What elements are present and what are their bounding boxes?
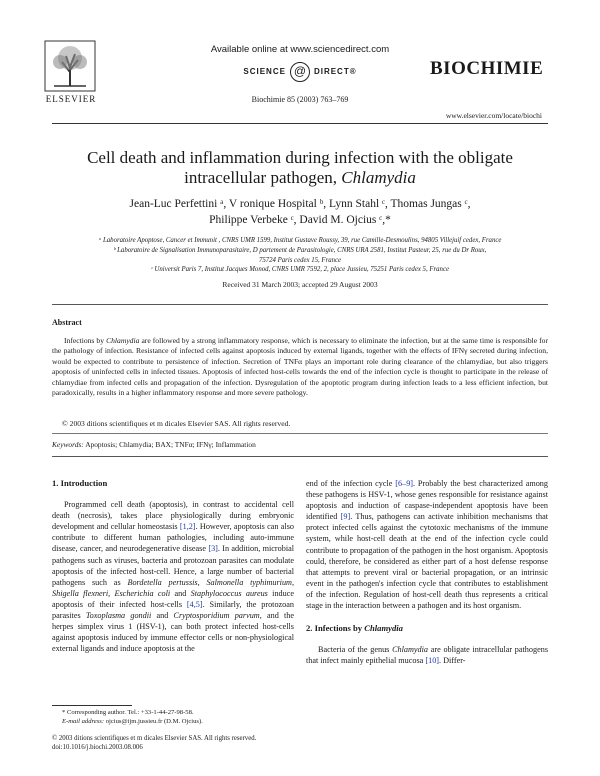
left-column [52,478,294,654]
email-label: E-mail address: [62,718,105,725]
citation-link[interactable]: [1,2] [179,522,196,532]
section-1-heading: 1. Introduction [52,478,108,488]
header-divider [52,123,548,124]
bottom-copyright-text: © 2003 ditions scientifiques et m dicales Elsevier SAS. All rights reserved. [52,735,257,742]
abstract-text-rest: are followed by a strong inflammatory response, which is necessary to eliminate the infection, but at the same time is responsible for the pathology of infection. Resistance of infected cells against apoptosis induced by external ligands, together with the effects of IFNγ secreted during infection, would be expected to contribute to persistence of infection. Secretion of TNFα plays an important role during clearance of the chlamydiae, but also triggers apoptosis of uninfected cells in infected tissues. Apoptosis of infected host-cells towards the end of the infection cycle is thought to participate in the release of chlamydiae from infected cells and propagation of the infection. Dysregulation of the apoptotic program during infection leads to a less efficient infection, but paradoxically, results in a higher inflammatory response and more severe pathology. [52,336,548,398]
abstract-text [52,336,548,398]
publisher-name: ELSEVIER [45,94,97,104]
doi: doi:10.1016/j.biochi.2003.08.006 [52,744,143,751]
keywords-top-divider [52,433,548,434]
sciencedirect-science: SCIENCE [243,67,286,77]
body-top-divider [52,456,548,457]
authors-line-2: Philippe Verbeke ᶜ, David M. Ojcius ᶜ,* [209,214,391,226]
at-sign-icon: @ [290,62,310,82]
abstract-heading: Abstract [52,318,82,327]
journal-name: BIOCHIMIE [430,58,544,79]
section-2-paragraph: Bacteria of the genus Chlamydia are obligate intracellular pathogens that infect mainly epithelial mucosa [10]. Differ- [306,645,548,666]
title-line-1: Cell death and inflammation during infection with the obligate [87,148,513,167]
journal-url[interactable]: www.elsevier.com/locate/biochi [445,111,542,120]
affiliation-c: ᶜ Universit Paris 7, Institut Jacques Monod, CNRS UMR 7592, 2, place Jussieu, 75251 Paris cedex 5, France [151,266,449,274]
authors-line-1: Jean-Luc Perfettini ᵃ, V ronique Hospital ᵇ, Lynn Stahl ᶜ, Thomas Jungas ᶜ, [129,198,471,210]
received-dates: Received 31 March 2003; accepted 29 August 2003 [222,280,378,289]
abstract-copyright: © 2003 ditions scientifiques et m dicales Elsevier SAS. All rights reserved. [62,419,291,428]
email-note [52,717,302,726]
abstract-chlamydia-italic: Chlamydia [106,336,140,345]
email-address[interactable]: ojcius@ijm.jussieu.fr (D.M. Ojcius). [104,718,203,725]
citation-link[interactable]: [6–9] [395,479,414,488]
affiliation-a: ᵃ Laboratoire Apoptose, Cancer et Immunit , CNRS UMR 1599, Institut Gustave Roussy, 39, rue Camille-Desmoulins, 94805 Villejuif cedex, France [98,237,502,244]
abstract-text-start: Infections by [64,336,107,345]
citation-link[interactable]: [4,5] [186,599,203,609]
citation-link[interactable]: [3] [208,544,218,554]
bottom-copyright [52,734,302,752]
right-column [306,478,548,666]
keywords-list: Apoptosis; Chlamydia; BAX; TNFα; IFNγ; Inflammation [83,440,256,449]
journal-citation: Biochimie 85 (2003) 763–769 [251,95,349,104]
affiliations [60,236,540,275]
author-list [70,196,530,228]
affiliation-b-line-1: ᵇ Laboratoire de Signalisation Immunoparasitaire, D partement de Parasitologie, CNRS URA 2581, Institut Pasteur, 25, rue du Dr Roux, [113,246,487,254]
keywords-label: Keywords: [52,440,84,449]
intro-paragraph-continued: end of the infection cycle [6–9]. Probably the best characterized among these pathogens is HSV-1, whose genes responsible for resistance against apoptosis and induction of caspase-independent apoptosis have been identified [9]. Thus, pathogens can activate inhibition mechanisms that protect infected cells against the cytotoxic mechanisms of the immune system, while host-cell death at the end of the infection cycle could contribute to propagation of the pathogen in the host organism. Apoptosis could, therefore, be considered as either part of a host defense response that attempts to prevent viral or bacterial propagation, or an intrinsic event in the pathogen's infection cycle that contributes to establishment of the infection. Regulation of host-cell death thus represents a critical stage in the interaction between a pathogen and its host organism. [306,479,549,611]
citation-link[interactable]: [9] [340,512,351,522]
keywords [52,440,256,449]
footnote-divider [52,705,132,706]
available-online-text: Available online at www.sciencedirect.com [210,44,390,55]
section-2-heading: 2. Infections by Chlamydia [306,623,403,634]
corresponding-author-note: * Corresponding author. Tel.: +33-1-44-27-98-58. [62,709,194,716]
abstract-top-divider [52,304,548,305]
title-line-2 [60,168,540,188]
intro-paragraph: Programmed cell death (apoptosis), in contrast to accidental cell death (necrosis), takes place physiologically during embryonic development and cellular homeostasis [1,2]. However, apoptosis can also contribute to different human pathologies, including auto-immune disease, cancer, and neurodegenerative disease [3]. In addition, microbial pathogens such as viruses, bacteria and protozoan parasites can modulate apoptosis of the infected host-cell. Hence, a large number of bacterial pathogens such as Bordetella pertussis, Salmonella typhimurium, Shigella flexneri, Escherichia coli and Staphylococcus aureus induce apoptosis of their infected host-cells [4,5]. Similarly, the protozoan parasites Toxoplasma gondii and Cryptosporidium parvum, and the herpes simplex virus 1 (HSV-1), can both protect infected host-cells against apoptosis induced by immune effector cells or non-physiological external ligands and induce apoptosis at the [52,500,295,654]
title-line-2-italic: Chlamydia [341,168,416,187]
citation-link[interactable]: [10] [425,656,440,666]
article-title [60,148,540,188]
sciencedirect-direct: DIRECT® [313,67,357,77]
footnotes [52,708,302,726]
title-line-2-text: intracellular pathogen, [184,168,342,187]
affiliation-b-line-2: 75724 Paris cedex 15, France [258,256,342,264]
